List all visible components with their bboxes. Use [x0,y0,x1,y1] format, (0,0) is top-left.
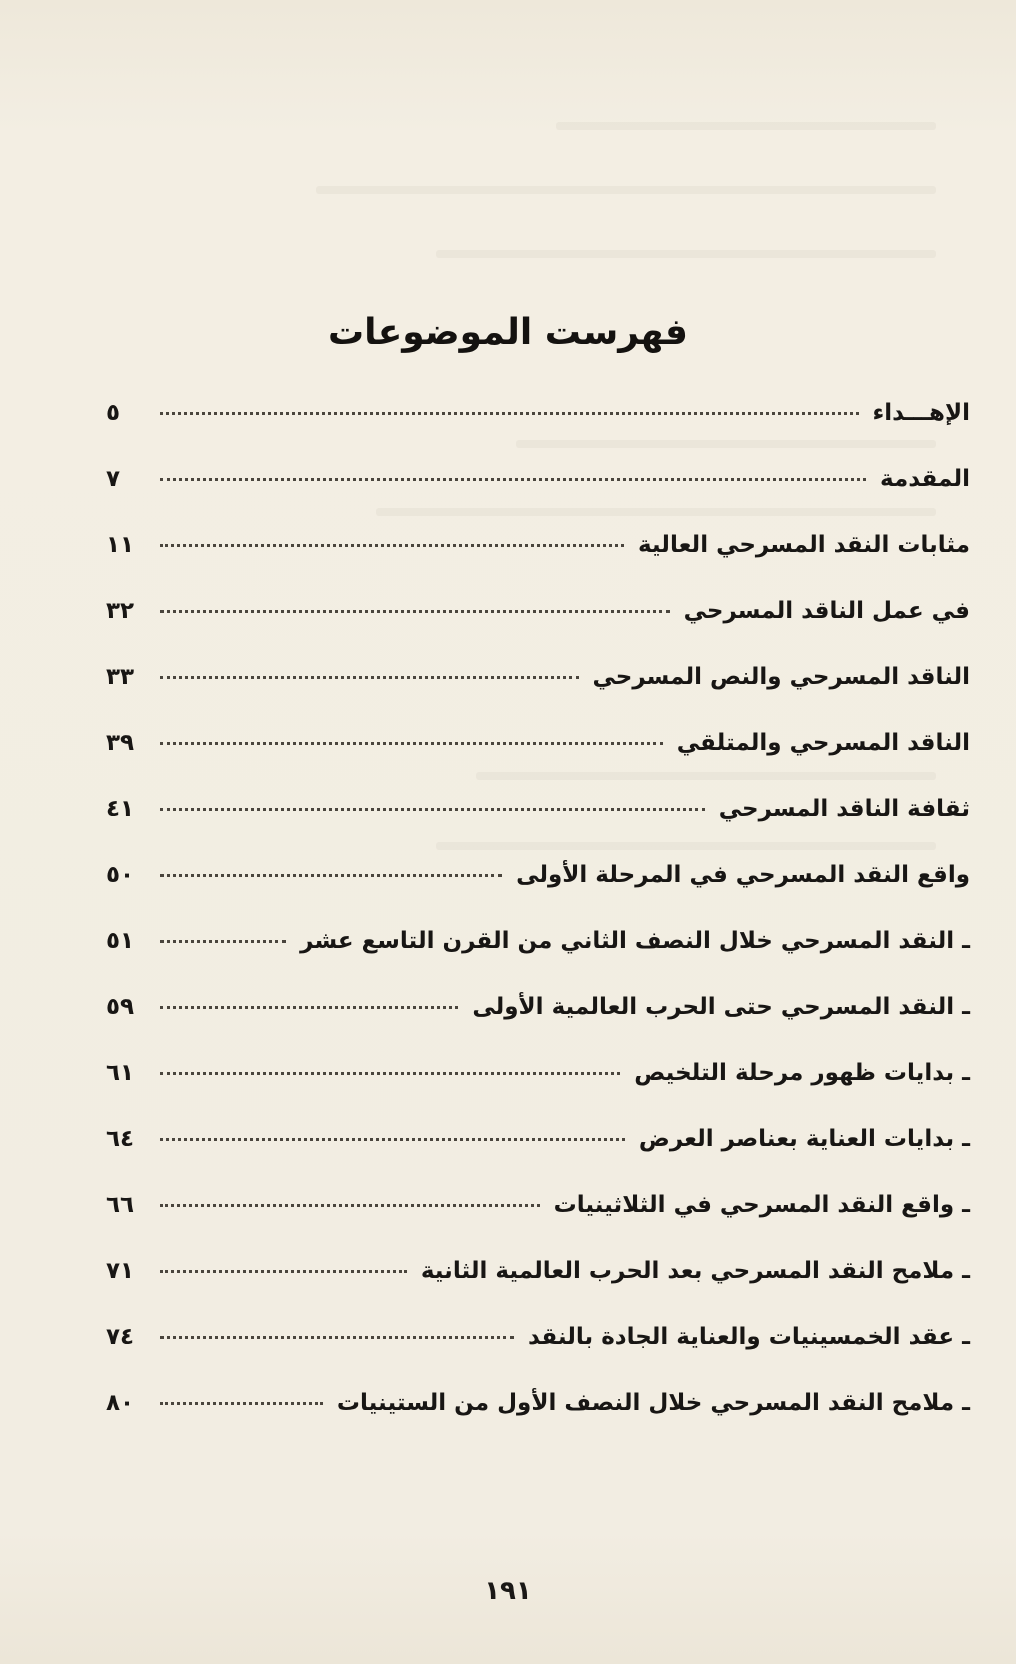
dot-leader [160,1006,458,1009]
toc-entry-title: مثابات النقد المسرحي العالية [637,532,970,558]
toc-entry [106,1060,970,1100]
dot-leader [160,610,670,613]
toc-entry [106,664,970,704]
toc-entry-title: ـ بدايات العناية بعناصر العرض [638,1126,970,1152]
bleed-through-line [556,122,936,130]
bleed-through-line [436,250,936,258]
toc-page-number: ٥٩ [106,994,135,1020]
toc-entry [106,1258,970,1298]
toc-entry [106,928,970,968]
toc-entry-title: ـ ملامح النقد المسرحي بعد الحرب العالمية الثانية [420,1258,970,1284]
page-title: فهرست الموضوعات [328,312,688,354]
toc-entry-title: الناقد المسرحي والنص المسرحي [592,664,970,690]
toc-entry-title: في عمل الناقد المسرحي [683,598,970,624]
toc-entry-title: ـ النقد المسرحي حتى الحرب العالمية الأولى [472,994,970,1020]
dot-leader [160,676,579,679]
toc-entry [106,1192,970,1232]
toc-entry-title: ـ بدايات ظهور مرحلة التلخيص [634,1060,970,1086]
toc-entry [106,532,970,572]
dot-leader [160,478,866,481]
toc-page-number: ٤١ [106,796,135,822]
toc-page-number: ٧١ [106,1258,135,1284]
toc-entry [106,796,970,836]
toc-page-number: ٦٦ [106,1192,135,1218]
toc-page-number: ٧٤ [106,1324,135,1350]
toc-page-number: ٦٤ [106,1126,135,1152]
toc-entry [106,598,970,638]
toc-entry-title: واقع النقد المسرحي في المرحلة الأولى [516,862,970,888]
dot-leader [160,1270,407,1273]
dot-leader [160,1402,323,1405]
dot-leader [160,1138,625,1141]
dot-leader [160,940,286,943]
toc-page-number: ٦١ [106,1060,135,1086]
bleed-through-line [436,842,936,850]
toc-entry [106,466,970,506]
dot-leader [160,742,663,745]
toc-entry-title: الإهـــداء [872,400,970,426]
toc-page-number: ٣٣ [106,664,135,690]
toc-entry [106,862,970,902]
toc-entry-title: ثقافة الناقد المسرحي [718,796,970,822]
bleed-through-line [516,440,936,448]
dot-leader [160,412,859,415]
toc-entry-title: ـ عقد الخمسينيات والعناية الجادة بالنقد [528,1324,970,1350]
page-number-footer: ١٩١ [484,1576,532,1606]
dot-leader [160,874,502,877]
toc-page-number: ١١ [106,532,135,558]
toc-entry [106,994,970,1034]
dot-leader [160,544,624,547]
toc-page-number: ٨٠ [106,1390,135,1416]
bleed-through-line [476,772,936,780]
toc-page-number: ٥٠ [106,862,135,888]
toc-entry [106,1390,970,1430]
dot-leader [160,808,705,811]
dot-leader [160,1204,540,1207]
toc-entry [106,400,970,440]
toc-page-number: ٣٢ [106,598,135,624]
toc-entry-title: ـ ملامح النقد المسرحي خلال النصف الأول من الستينيات [336,1390,970,1416]
toc-page-number: ٧ [106,466,121,492]
dot-leader [160,1336,514,1339]
toc-entry [106,1324,970,1364]
bleed-through-line [376,508,936,516]
toc-entry-title: المقدمة [880,466,970,492]
toc-entry-title: الناقد المسرحي والمتلقي [676,730,970,756]
toc-page-number: ٥١ [106,928,135,954]
toc-entry [106,730,970,770]
toc-entry [106,1126,970,1166]
toc-page-number: ٣٩ [106,730,135,756]
dot-leader [160,1072,620,1075]
toc-entry-title: ـ النقد المسرحي خلال النصف الثاني من القرن التاسع عشر [300,928,970,954]
bleed-through-line [316,186,936,194]
toc-page-number: ٥ [106,400,121,426]
toc-entry-title: ـ واقع النقد المسرحي في الثلاثينيات [553,1192,970,1218]
